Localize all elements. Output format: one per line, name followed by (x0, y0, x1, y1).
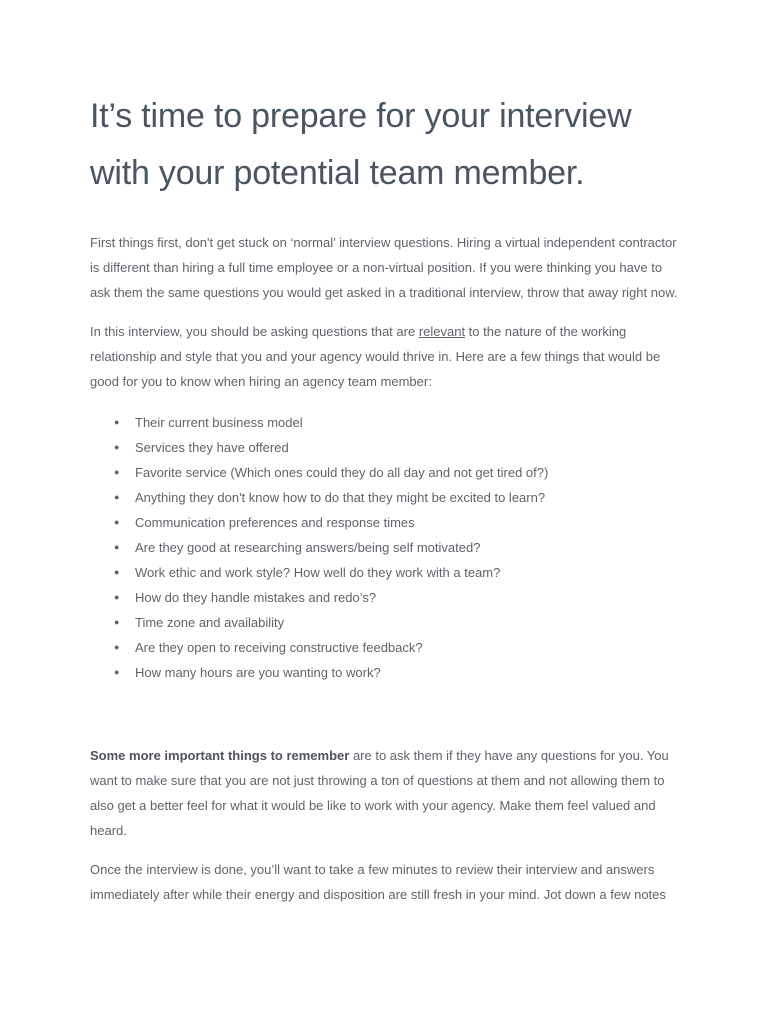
list-item-text: Are they good at researching answers/being self motivated? (135, 540, 481, 555)
list-item (114, 510, 682, 535)
bullet-icon: ● (114, 592, 120, 602)
list-item (114, 485, 682, 510)
list-item-text: Work ethic and work style? How well do they work with a team? (135, 565, 501, 580)
bullet-icon: ● (114, 442, 120, 452)
reminder-paragraph (90, 743, 682, 843)
list-item (114, 410, 682, 435)
bullet-icon: ● (114, 667, 120, 677)
list-item (114, 535, 682, 560)
intro-paragraph: First things first, don't get stuck on ‘normal’ interview questions. Hiring a virtual independent contractor is different than hiring a full time employee or a non-virtual position. If you were thinking you have to ask them the same questions you would get asked in a traditional interview, throw that away right now. (90, 235, 678, 300)
relevance-paragraph (90, 319, 682, 394)
post-interview-paragraph: Once the interview is done, you’ll want to take a few minutes to review their interview and answers immediately after while their energy and disposition are still fresh in your mind. Jot down a few notes (90, 862, 666, 902)
bullet-icon: ● (114, 417, 120, 427)
list-item (114, 610, 682, 635)
reminder-text: are to ask them if they have any questions for you. You want to make sure that you are not just throwing a ton of questions at them and not allowing them to also get a better feel for what it would be like to work with your agency. Make them feel valued and heard. (90, 748, 669, 838)
list-item (114, 660, 682, 685)
reminder-heading: Some more important things to remember (90, 748, 350, 763)
bullet-icon: ● (114, 617, 120, 627)
list-item (114, 435, 682, 460)
bullet-icon: ● (114, 567, 120, 577)
bullet-icon: ● (114, 492, 120, 502)
relevant-link[interactable]: relevant (418, 324, 466, 339)
relevance-paragraph-end: to the nature of the working relationship and style that you and your agency would thrive in. Here are a few things that would be good for you to know when hiring an agency team member: (90, 324, 661, 389)
bullet-icon: ● (114, 642, 120, 652)
list-item (114, 460, 682, 485)
list-item-text: Their current business model (135, 415, 303, 430)
list-item-text: Favorite service (Which ones could they do all day and not get tired of?) (135, 465, 549, 480)
list-item (114, 635, 682, 660)
section-spacer (90, 685, 682, 743)
list-item (114, 560, 682, 585)
page-title: It’s time to prepare for your interview with your potential team member. (90, 97, 632, 192)
list-item-text: Services they have offered (135, 440, 289, 455)
list-item-text: How many hours are you wanting to work? (135, 665, 381, 680)
list-item-text: How do they handle mistakes and redo’s? (135, 590, 377, 605)
interview-topics-list (90, 410, 682, 685)
list-item-text: Communication preferences and response times (135, 515, 415, 530)
bullet-icon: ● (114, 467, 120, 477)
relevance-paragraph-start: In this interview, you should be asking questions that are (90, 324, 419, 339)
list-item-text: Are they open to receiving constructive feedback? (135, 640, 423, 655)
list-item-text: Time zone and availability (135, 615, 285, 630)
list-item-text: Anything they don't know how to do that they might be excited to learn? (135, 490, 546, 505)
list-item (114, 585, 682, 610)
bullet-icon: ● (114, 517, 120, 527)
bullet-icon: ● (114, 542, 120, 552)
